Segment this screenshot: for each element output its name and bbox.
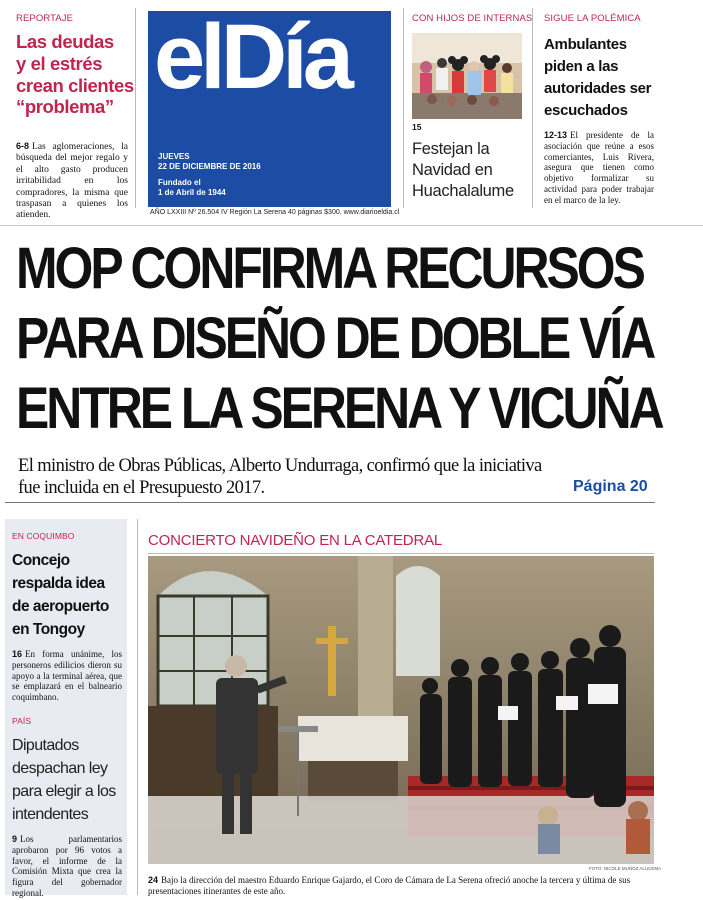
caption-text: Bajo la dirección del maestro Eduardo Enrique Gajardo, el Coro de Cámara de La Serena ofreció anoche la tercera y última de sus presentaciones itinerantes de este año. (148, 875, 631, 896)
summary-text: Los parlamentarios aprobaron por 96 votos a favor, el informe de la Comisión Mixta que crea la figura del gobernador regional. (12, 834, 122, 898)
logo: elDía (154, 6, 349, 108)
tongoy-kicker: EN COQUIMBO (12, 531, 75, 541)
section-divider (5, 502, 655, 503)
internas-page: 15 (412, 122, 422, 132)
diputados-summary (12, 834, 122, 899)
summary-text: En forma unánime, los personeros edilicios dieron su apoyo a la terminal aérea, que se emplazará en el balneario coquimbano. (12, 649, 122, 703)
tongoy-headline[interactable] (12, 549, 109, 641)
column-divider (403, 8, 404, 208)
masthead[interactable] (148, 6, 391, 207)
headline-line: Las deudas (16, 31, 114, 52)
headline-line: “problema” (16, 96, 114, 118)
headline-line: en Tongoy (12, 621, 85, 638)
polemica-summary (544, 130, 654, 206)
main-page-ref[interactable]: Página 20 (573, 478, 648, 495)
headline-line: Huachalalume (412, 182, 514, 200)
pais-kicker: PAÍS (12, 716, 32, 726)
headline-line: autoridades ser (544, 80, 652, 97)
headline-line: Festejan la (412, 140, 490, 158)
headline-line: Ambulantes (544, 36, 627, 53)
column-divider (137, 519, 138, 895)
founded-date: 1 de Abril de 1944 (158, 188, 226, 197)
tongoy-summary (12, 649, 122, 703)
headline-line: crean clientes (16, 74, 134, 96)
diputados-headline[interactable] (12, 734, 116, 826)
edition-line: AÑO LXXIII Nº 26.504 IV Región La Serena 40 páginas $300. www.diarioeldia.cl (150, 209, 400, 216)
concert-photo-image (148, 556, 654, 864)
headline-line: despachan ley (12, 760, 108, 777)
reportaje-kicker: REPORTAJE (16, 13, 74, 24)
polemica-headline[interactable] (544, 34, 651, 122)
concierto-caption (148, 875, 658, 897)
headline-line: piden a las (544, 58, 619, 75)
headline-line: Concejo (12, 552, 70, 569)
headline-line: de aeropuerto (12, 598, 109, 615)
concert-photo[interactable] (148, 556, 654, 864)
section-divider (0, 225, 703, 226)
sidebar-panel (5, 519, 127, 898)
column-divider (135, 8, 136, 208)
page-number: 16 (12, 649, 23, 659)
headline-line: Navidad en (412, 161, 493, 179)
polemica-kicker: SIGUE LA POLÉMICA (544, 13, 641, 24)
headline-line: Diputados (12, 737, 79, 754)
reportaje-headline[interactable] (16, 31, 134, 118)
headline-line: MOP CONFIRMA RECURSOS (16, 236, 643, 301)
page-number: 9 (12, 834, 18, 844)
concierto-title[interactable]: CONCIERTO NAVIDEÑO EN LA CATEDRAL (148, 532, 443, 549)
photo-credit: FOTO: NICOLE MUÑOZ ALUCEMA (589, 866, 662, 871)
masthead-day: JUEVES (158, 152, 190, 161)
headline-line: ENTRE LA SERENA Y VICUÑA (16, 376, 662, 441)
headline-line: intendentes (12, 806, 89, 823)
main-subhead (18, 455, 658, 499)
subhead-line: fue incluida en el Presupuesto 2017. (18, 478, 265, 498)
page-number: 6-8 (16, 141, 30, 151)
headline-line: para elegir a los (12, 783, 116, 800)
reportaje-summary (16, 141, 128, 222)
headline-line: y el estrés (16, 52, 103, 74)
main-headline[interactable] (16, 234, 662, 444)
headline-line: respalda idea (12, 575, 105, 592)
party-photo-image (412, 33, 522, 119)
page-number: 24 (148, 875, 159, 885)
section-divider (148, 553, 654, 554)
headline-line: PARA DISEÑO DE DOBLE VÍA (16, 306, 654, 371)
masthead-date: 22 DE DICIEMBRE DE 2016 (158, 162, 261, 171)
internas-kicker: CON HIJOS DE INTERNAS (412, 13, 533, 24)
internas-headline[interactable] (412, 139, 514, 202)
summary-text: Las aglomeraciones, la búsqueda del mejor regalo y el alto gasto producen irritabilidad en los compradores, la misma que traspasan a quienes los atienden. (16, 142, 128, 221)
page-number: 12-13 (544, 130, 568, 140)
column-divider (532, 8, 533, 208)
subhead-line: El ministro de Obras Públicas, Alberto Undurraga, confirmó que la iniciativa (18, 456, 542, 476)
headline-line: escuchados (544, 102, 628, 119)
founded-label: Fundado el (158, 178, 201, 187)
summary-text: El presidente de la asociación que reúne a esos comerciantes, Luis Rivera, asegura que tienen como objetivo formalizar su actividad para poder trabajar en el marco de la ley. (544, 130, 654, 205)
party-photo[interactable] (412, 33, 522, 119)
